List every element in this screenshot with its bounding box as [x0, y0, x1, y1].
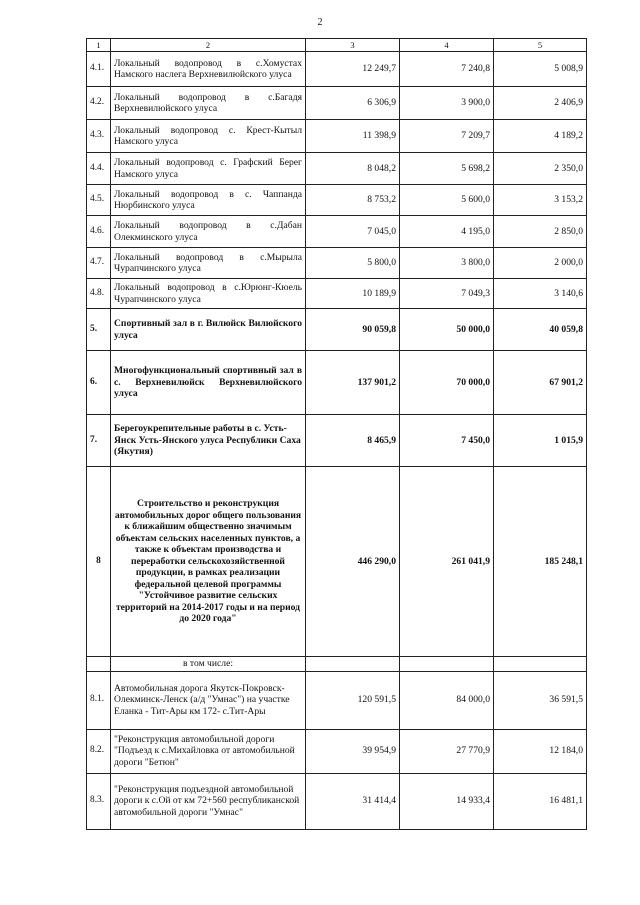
row-value-col4: 7 450,0 — [400, 415, 494, 467]
row-value-col5: 5 008,9 — [494, 52, 587, 87]
row-description: "Реконструкция подъездной автомобильной дороги к с.Ой от км 72+560 республиканской автомобильной дороги "Умнас" — [111, 773, 306, 829]
row-value-col4: 3 800,0 — [400, 248, 494, 279]
column-header: 3 — [306, 39, 400, 52]
row-value-col5: 4 189,2 — [494, 120, 587, 153]
row-value-col3: 90 059,8 — [306, 309, 400, 351]
row-number: 8.2. — [87, 729, 111, 773]
row-number: 4.4. — [87, 153, 111, 185]
table-row — [87, 185, 587, 216]
row-value-col3: 6 306,9 — [306, 87, 400, 120]
row-value-col3: 446 290,0 — [306, 467, 400, 657]
row-value-col3: 31 414,4 — [306, 773, 400, 829]
column-header-row — [87, 39, 587, 52]
row-value-col5: 3 153,2 — [494, 185, 587, 216]
row-description: Локальный водопровод в с.Дабан Олекминского улуса — [111, 216, 306, 248]
row-description: Строительство и реконструкция автомобильных дорог общего пользования к ближайшим общественно значимым объектам сельских населенных пунктов, а также к объектам производства и переработки сельскохозяйственной продукции, в рамках реализации федеральной целевой программы "Устойчивое развитие сельских территорий на 2014-2017 годы и на период до 2020 года" — [111, 467, 306, 657]
row-value-col3: 39 954,9 — [306, 729, 400, 773]
row-number: 4.2. — [87, 87, 111, 120]
row-value-col4: 70 000,0 — [400, 351, 494, 415]
column-header: 1 — [87, 39, 111, 52]
row-value-col4: 7 209,7 — [400, 120, 494, 153]
column-header: 4 — [400, 39, 494, 52]
row-value-col3: 8 465,9 — [306, 415, 400, 467]
row-value-col3: 10 189,9 — [306, 279, 400, 309]
row-value-col5: 2 000,0 — [494, 248, 587, 279]
budget-table — [86, 38, 587, 830]
row-value-col4: 5 698,2 — [400, 153, 494, 185]
row-description: Локальный водопровод в с.Юрюнг-Кюель Чурапчинского улуса — [111, 279, 306, 309]
row-value-col5: 1 015,9 — [494, 415, 587, 467]
row-description: Локальный водопровод в с.Хомустах Намского наслега Верхневилюйского улуса — [111, 52, 306, 87]
row-value-col5: 185 248,1 — [494, 467, 587, 657]
row-number: 7. — [87, 415, 111, 467]
row-value-col3: 5 800,0 — [306, 248, 400, 279]
row-number: 8.1. — [87, 671, 111, 729]
row-value-col4: 261 041,9 — [400, 467, 494, 657]
row-number: 4.1. — [87, 52, 111, 87]
table-row — [87, 671, 587, 729]
table-row — [87, 309, 587, 351]
row-value-col3: 8 048,2 — [306, 153, 400, 185]
row-value-col5: 36 591,5 — [494, 671, 587, 729]
column-header: 2 — [111, 39, 306, 52]
row-description: Локальный водопровод с. Крест-Кытыл Намского улуса — [111, 120, 306, 153]
row-value-col5: 3 140,6 — [494, 279, 587, 309]
subheader-row — [87, 657, 587, 672]
row-number: 4.5. — [87, 185, 111, 216]
row-value-col5: 16 481,1 — [494, 773, 587, 829]
row-description: Автомобильная дорога Якутск-Покровск-Олекминск-Ленск (а/д "Умнас") на участке Еланка - Тит-Ары км 172- с.Тит-Ары — [111, 671, 306, 729]
row-description: Локальный водопровод с. Графский Берег Намского улуса — [111, 153, 306, 185]
table-row — [87, 729, 587, 773]
row-value-col4: 27 770,9 — [400, 729, 494, 773]
table-row — [87, 415, 587, 467]
row-value-col3: 137 901,2 — [306, 351, 400, 415]
row-number: 4.8. — [87, 279, 111, 309]
row-description: Локальный водопровод в с.Багадя Верхневилюйского улуса — [111, 87, 306, 120]
row-number: 8.3. — [87, 773, 111, 829]
table-row — [87, 279, 587, 309]
row-value-col4: 3 900,0 — [400, 87, 494, 120]
row-value-col3: 12 249,7 — [306, 52, 400, 87]
row-value-col5: 12 184,0 — [494, 729, 587, 773]
row-number: 4.3. — [87, 120, 111, 153]
row-description: Многофункциональный спортивный зал в с. Верхневилюйск Верхневилюйского улуса — [111, 351, 306, 415]
table-row — [87, 153, 587, 185]
row-value-col4: 5 600,0 — [400, 185, 494, 216]
row-value-col5: 2 850,0 — [494, 216, 587, 248]
table-row — [87, 248, 587, 279]
row-value-col3: 11 398,9 — [306, 120, 400, 153]
row-value-col4: 4 195,0 — [400, 216, 494, 248]
table-row — [87, 216, 587, 248]
row-number: 4.7. — [87, 248, 111, 279]
row-value-col5: 67 901,2 — [494, 351, 587, 415]
row-description: "Реконструкция автомобильной дороги "Подъезд к с.Михайловка от автомобильной дороги "Бетюн" — [111, 729, 306, 773]
row-value-col4: 7 240,8 — [400, 52, 494, 87]
row-number: 4.6. — [87, 216, 111, 248]
table-row — [87, 87, 587, 120]
table-row — [87, 773, 587, 829]
row-value-col3: 120 591,5 — [306, 671, 400, 729]
row-value-col3: 7 045,0 — [306, 216, 400, 248]
row-description: Берегоукрепительные работы в с. Усть-Янск Усть-Янского улуса Республики Саха (Якутия) — [111, 415, 306, 467]
row-value-col3: 8 753,2 — [306, 185, 400, 216]
row-description: Спортивный зал в г. Вилюйск Вилюйского улуса — [111, 309, 306, 351]
row-value-col4: 7 049,3 — [400, 279, 494, 309]
row-description: Локальный водопровод в с. Чаппанда Нюрбинского улуса — [111, 185, 306, 216]
row-description: Локальный водопровод в с.Мырыла Чурапчинского улуса — [111, 248, 306, 279]
column-header: 5 — [494, 39, 587, 52]
row-value-col5: 40 059,8 — [494, 309, 587, 351]
row-value-col5: 2 406,9 — [494, 87, 587, 120]
page-number: 2 — [317, 17, 323, 28]
table-row — [87, 351, 587, 415]
row-value-col5: 2 350,0 — [494, 153, 587, 185]
row-number: 5. — [87, 309, 111, 351]
row-value-col4: 84 000,0 — [400, 671, 494, 729]
subheader-label: в том числе: — [111, 657, 306, 672]
row-value-col4: 50 000,0 — [400, 309, 494, 351]
table-row — [87, 120, 587, 153]
table-row — [87, 467, 587, 657]
row-number: 8 — [87, 467, 111, 657]
row-number: 6. — [87, 351, 111, 415]
table-row — [87, 52, 587, 87]
row-value-col4: 14 933,4 — [400, 773, 494, 829]
